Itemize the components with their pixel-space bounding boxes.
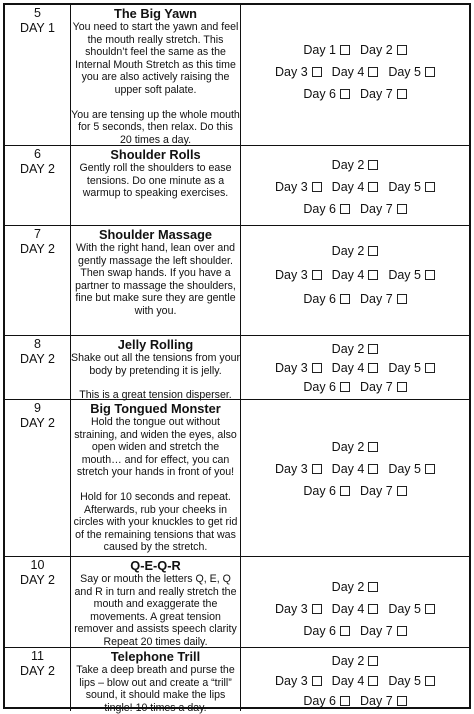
exercise-number: 6 [34, 147, 41, 161]
exercise-instructions: With the right hand, lean over and gently massage the left shoulder. Then swap hands. If you have a partner to massage the shoulders, fine but make sure they are gentle with you. [75, 242, 236, 317]
day-item[interactable] [360, 43, 407, 57]
checkbox[interactable] [312, 182, 322, 192]
day-checklist-line [241, 65, 469, 79]
day-label: Day 7 [360, 380, 393, 394]
day-label: Day 2 [360, 43, 393, 57]
day-label: Day 5 [388, 462, 421, 476]
day-label: Day 2 [331, 244, 365, 258]
exercise-title: Shoulder Massage [98, 227, 213, 242]
day-checklist-line [241, 380, 469, 394]
day-item[interactable] [332, 361, 379, 375]
day-label: Day 7 [360, 624, 393, 638]
checkbox[interactable] [397, 45, 407, 55]
day-label: Day 3 [275, 180, 308, 194]
day-checklist-line [241, 484, 469, 498]
day-checklist-line [241, 624, 469, 638]
exercise-instructions: Hold the tongue out without straining, and widen the eyes, also open widen and stretch the mouth… and for effect, you can stretch your hands in front of you! [74, 416, 237, 479]
day-label: Day 2 [331, 440, 365, 454]
exercise-number-cell [5, 557, 71, 647]
day-label: Day 2 [331, 580, 365, 594]
day-checklist-line [241, 674, 469, 688]
checkbox[interactable] [340, 294, 350, 304]
checkbox[interactable] [340, 45, 350, 55]
day-checklist [241, 648, 469, 711]
exercise-row [5, 557, 469, 648]
checkbox[interactable] [368, 582, 378, 592]
checkbox[interactable] [425, 464, 435, 474]
day-checklist-line [241, 342, 469, 356]
day-label: Day 2 [331, 654, 365, 668]
day-item[interactable] [332, 342, 379, 356]
day-item[interactable] [332, 180, 379, 194]
checkbox[interactable] [368, 604, 378, 614]
day-label: Day 4 [331, 602, 365, 616]
day-label: Day 3 [275, 674, 308, 688]
day-item[interactable] [303, 202, 350, 216]
exercise-number: 8 [34, 337, 41, 351]
day-label: Day 5 [388, 602, 421, 616]
day-item[interactable] [275, 674, 322, 688]
day-label: Day 7 [360, 484, 393, 498]
checkbox[interactable] [312, 363, 322, 373]
day-label: Day 7 [360, 202, 393, 216]
exercise-number-cell [5, 146, 71, 225]
exercise-day: DAY 2 [20, 664, 55, 678]
checkbox[interactable] [368, 246, 378, 256]
exercise-number-cell [5, 400, 71, 556]
exercise-row [5, 648, 469, 714]
exercise-instructions: Shake out all the tensions from your body by pretending it is jelly. [71, 352, 241, 377]
checkbox[interactable] [340, 626, 350, 636]
exercise-description-cell [71, 5, 241, 145]
day-label: Day 5 [388, 65, 421, 79]
checkbox[interactable] [397, 626, 407, 636]
exercise-number: 5 [34, 6, 41, 20]
day-item[interactable] [275, 180, 322, 194]
checkbox[interactable] [397, 486, 407, 496]
exercise-day: DAY 1 [20, 21, 55, 35]
exercise-description-cell [71, 557, 241, 647]
checkbox[interactable] [368, 344, 378, 354]
exercise-row [5, 400, 469, 557]
day-item[interactable] [360, 694, 407, 708]
day-checklist [241, 226, 469, 335]
day-label: Day 4 [331, 65, 365, 79]
exercise-instructions: Hold for 10 seconds and repeat. Afterwards, rub your cheeks in circles with your knuckles to get rid of the remaining tensions that was caused by the stretch. [73, 490, 238, 554]
day-item[interactable] [332, 268, 379, 282]
day-checklist [241, 400, 469, 556]
exercise-title: The Big Yawn [114, 6, 197, 21]
paragraph-gap [71, 377, 240, 389]
day-label: Day 6 [303, 694, 336, 708]
day-checklist-line [241, 602, 469, 616]
checkbox[interactable] [312, 270, 322, 280]
day-item[interactable] [303, 380, 350, 394]
exercise-title: Shoulder Rolls [110, 147, 201, 162]
day-item[interactable] [303, 694, 350, 708]
checkbox[interactable] [397, 89, 407, 99]
checkbox[interactable] [425, 270, 435, 280]
day-item[interactable] [360, 292, 407, 306]
checkbox[interactable] [368, 363, 378, 373]
exercise-title: Q-E-Q-R [130, 558, 181, 573]
checkbox[interactable] [368, 270, 378, 280]
checkbox[interactable] [312, 676, 322, 686]
exercise-description-cell [71, 648, 241, 714]
day-checklist [241, 336, 469, 399]
checkbox[interactable] [340, 486, 350, 496]
day-checklist-line [241, 694, 469, 708]
day-label: Day 4 [331, 268, 365, 282]
exercise-description-cell [71, 146, 241, 225]
checkbox[interactable] [368, 182, 378, 192]
exercise-instructions: Take a deep breath and purse the lips – blow out and create a “trill” sound, it should make the lips tingle! 10 times a day. [76, 664, 235, 714]
day-checklist-line [241, 654, 469, 668]
day-item[interactable] [303, 624, 350, 638]
day-label: Day 4 [331, 674, 365, 688]
checkbox[interactable] [340, 204, 350, 214]
day-item[interactable] [388, 602, 435, 616]
checkbox[interactable] [425, 363, 435, 373]
exercise-title: Big Tongued Monster [90, 401, 221, 416]
day-item[interactable] [332, 244, 379, 258]
paragraph-gap [71, 97, 240, 109]
day-item[interactable] [332, 158, 379, 172]
exercise-number: 7 [34, 227, 41, 241]
exercise-instructions: Gently roll the shoulders to ease tensions. Do one minute as a warmup to speaking exercises. [79, 162, 232, 200]
day-item[interactable] [332, 580, 379, 594]
paragraph-gap [71, 479, 240, 491]
exercise-table [3, 3, 471, 714]
checkbox[interactable] [425, 182, 435, 192]
day-label: Day 5 [388, 268, 421, 282]
exercise-row [5, 146, 469, 226]
day-label: Day 6 [303, 484, 336, 498]
exercise-day: DAY 2 [20, 416, 55, 430]
day-label: Day 5 [388, 674, 421, 688]
checkbox[interactable] [397, 294, 407, 304]
day-checklist-line [241, 268, 469, 282]
checkbox[interactable] [368, 676, 378, 686]
day-label: Day 3 [275, 361, 308, 375]
checkbox[interactable] [368, 67, 378, 77]
day-label: Day 6 [303, 624, 336, 638]
day-label: Day 7 [360, 694, 393, 708]
day-item[interactable] [388, 462, 435, 476]
exercise-day: DAY 2 [20, 352, 55, 366]
day-item[interactable] [388, 65, 435, 79]
day-label: Day 4 [331, 361, 365, 375]
day-item[interactable] [388, 674, 435, 688]
exercise-description-cell [71, 226, 241, 335]
exercise-number: 10 [30, 558, 45, 572]
day-item[interactable] [275, 361, 322, 375]
day-item[interactable] [332, 674, 379, 688]
day-label: Day 6 [303, 292, 336, 306]
exercise-day: DAY 2 [20, 162, 55, 176]
checkbox[interactable] [397, 204, 407, 214]
exercise-day: DAY 2 [20, 242, 55, 256]
day-label: Day 3 [275, 268, 308, 282]
day-label: Day 3 [275, 65, 308, 79]
day-checklist-line [241, 462, 469, 476]
checkbox[interactable] [340, 696, 350, 706]
day-checklist-line [241, 180, 469, 194]
checkbox[interactable] [312, 604, 322, 614]
day-checklist-line [241, 158, 469, 172]
exercise-day: DAY 2 [20, 573, 55, 587]
day-item[interactable] [275, 65, 322, 79]
day-item[interactable] [275, 462, 322, 476]
checkbox[interactable] [312, 464, 322, 474]
exercise-number: 11 [31, 649, 44, 663]
checkbox[interactable] [368, 442, 378, 452]
day-item[interactable] [360, 202, 407, 216]
exercise-number-cell [5, 648, 71, 711]
checkbox[interactable] [312, 67, 322, 77]
day-label: Day 2 [331, 158, 365, 172]
checkbox[interactable] [340, 382, 350, 392]
checkbox[interactable] [397, 696, 407, 706]
day-label: Day 7 [360, 87, 393, 101]
checkbox[interactable] [368, 656, 378, 666]
day-label: Day 1 [303, 43, 336, 57]
exercise-number: 9 [34, 401, 41, 415]
checkbox[interactable] [397, 382, 407, 392]
day-item[interactable] [332, 654, 379, 668]
day-item[interactable] [388, 180, 435, 194]
day-checklist-line [241, 580, 469, 594]
exercise-number-cell [5, 336, 71, 399]
checkbox[interactable] [340, 89, 350, 99]
exercise-title: Telephone Trill [110, 649, 201, 664]
day-label: Day 6 [303, 87, 336, 101]
exercise-description-cell [71, 400, 241, 556]
day-item[interactable] [303, 43, 350, 57]
day-label: Day 5 [388, 361, 421, 375]
exercise-description-cell [71, 336, 241, 402]
exercise-instructions: Say or mouth the letters Q, E, Q and R in turn and really stretch the mouth and exaggerate the movements. A great tension remover and assists speech clarity Repeat 20 times daily. [74, 573, 237, 648]
day-item[interactable] [360, 87, 407, 101]
day-label: Day 5 [388, 180, 421, 194]
exercise-row [5, 5, 469, 146]
day-item[interactable] [360, 380, 407, 394]
day-item[interactable] [332, 602, 379, 616]
day-checklist [241, 5, 469, 145]
exercise-row [5, 226, 469, 336]
checkbox[interactable] [368, 160, 378, 170]
exercise-title: Jelly Rolling [117, 337, 194, 352]
day-item[interactable] [388, 268, 435, 282]
day-checklist-line [241, 292, 469, 306]
exercise-instructions: This is a great tension disperser. [79, 389, 232, 402]
checkbox[interactable] [425, 67, 435, 77]
day-checklist-line [241, 43, 469, 57]
exercise-row [5, 336, 469, 400]
exercise-instructions: You need to start the yawn and feel the mouth really stretch. This shouldn’t feel the same as the Internal Mouth Stretch as this time you are also actively raising the upper soft palate. [72, 21, 239, 96]
day-checklist-line [241, 440, 469, 454]
day-label: Day 3 [275, 462, 308, 476]
day-label: Day 4 [331, 180, 365, 194]
day-item[interactable] [332, 462, 379, 476]
day-label: Day 3 [275, 602, 308, 616]
day-item[interactable] [303, 292, 350, 306]
day-item[interactable] [332, 440, 379, 454]
day-label: Day 4 [331, 462, 365, 476]
day-checklist-line [241, 87, 469, 101]
day-item[interactable] [275, 268, 322, 282]
day-label: Day 7 [360, 292, 393, 306]
day-checklist-line [241, 244, 469, 258]
day-item[interactable] [303, 87, 350, 101]
day-item[interactable] [332, 65, 379, 79]
day-item[interactable] [360, 484, 407, 498]
day-item[interactable] [275, 602, 322, 616]
day-checklist-line [241, 202, 469, 216]
exercise-instructions: You are tensing up the whole mouth for 5 seconds, then relax. Do this 20 times a day. [71, 108, 240, 146]
checkbox[interactable] [425, 604, 435, 614]
exercise-number-cell [5, 226, 71, 335]
day-label: Day 6 [303, 202, 336, 216]
day-item[interactable] [388, 361, 435, 375]
day-label: Day 2 [331, 342, 365, 356]
day-label: Day 6 [303, 380, 336, 394]
day-item[interactable] [303, 484, 350, 498]
checkbox[interactable] [425, 676, 435, 686]
exercise-number-cell [5, 5, 71, 145]
day-checklist [241, 557, 469, 647]
day-checklist [241, 146, 469, 225]
checkbox[interactable] [368, 464, 378, 474]
day-checklist-line [241, 361, 469, 375]
day-item[interactable] [360, 624, 407, 638]
